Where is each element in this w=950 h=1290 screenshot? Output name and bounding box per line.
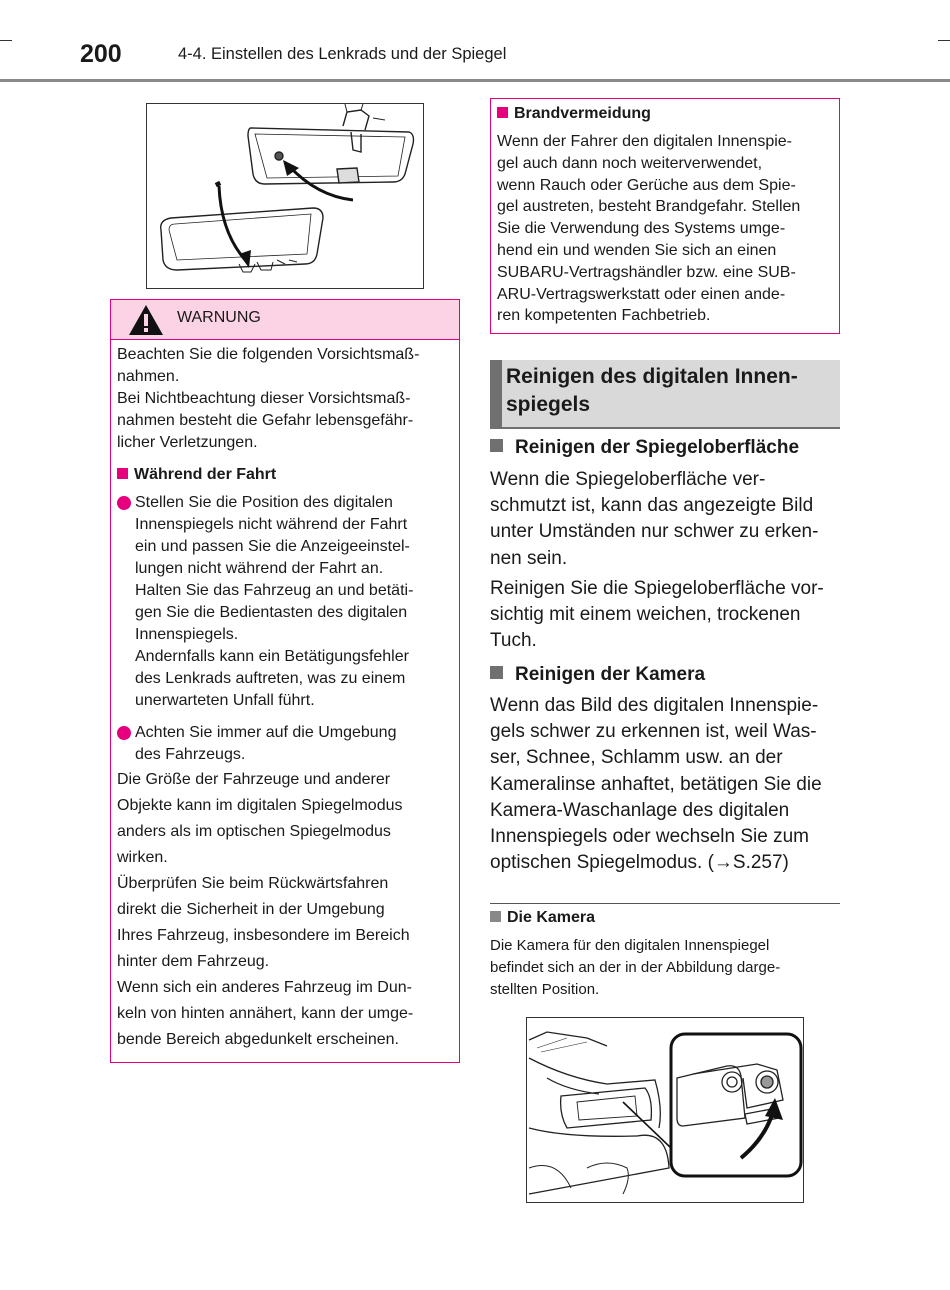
warning-subheading [117, 466, 276, 484]
fire-avoidance-title [497, 105, 651, 123]
warning-intro-line: licher Verletzungen. [117, 434, 258, 451]
warning-tail-line: anders als im optischen Spiegelmodus [117, 823, 391, 840]
warning-tail-line: Die Größe der Fahrzeuge und anderer [117, 771, 391, 788]
warning-tail-line: keln von hinten annähert, kann der umge- [117, 1005, 414, 1022]
mirror-illustration [146, 103, 424, 289]
gray-square-icon [490, 666, 503, 679]
warning-header [111, 300, 459, 340]
warning-tail-line: hinter dem Fahrzeug. [117, 953, 270, 970]
fire-avoidance-text: Wenn der Fahrer den digitalen Innenspie- gel auch dann noch weiterverwendet, wenn Rauch oder Gerüche aus dem Spie- gel austreten, besteht Brandgefahr. Stellen Sie die Verwendung des Systems umge- hend ein und wenden Sie sich an einen SUBARU-Vertragshändler bzw. eine SUB- ARU-Vertragswerkstatt oder einen ande- ren kompetenten Fachbetrieb. [497, 133, 801, 325]
warning-box [110, 299, 460, 1063]
gray-square-icon [490, 911, 501, 922]
camera-drawing [527, 1018, 803, 1202]
warning-intro-line: Beachten Sie die folgenden Vorsichtsmaß- [117, 346, 420, 363]
subheading-text: Reinigen der Kamera [515, 664, 706, 685]
mirror-drawing [147, 104, 423, 288]
warning-triangle-icon [127, 303, 165, 337]
warning-subheading-text: Während der Fahrt [134, 466, 277, 483]
section-heading [490, 360, 840, 429]
pink-bullet-icon [117, 496, 131, 510]
camera-illustration [526, 1017, 804, 1203]
warning-tail-line: Ihres Fahrzeug, insbesondere im Bereich [117, 927, 410, 944]
paragraph: Wenn das Bild des digitalen Innenspie- gels schwer zu erkennen ist, weil Was- ser, Schnee, Schlamm usw. an der Kameralinse anhaftet, betätigen Sie die Kamera-Waschanlage des digitalen Innenspiegels oder wechseln Sie zum optischen Spiegelmodus. (→S.257) [490, 695, 822, 874]
subheading-mirror-surface [490, 437, 799, 459]
subheading-camera [490, 664, 705, 686]
pink-bullet-icon [117, 726, 131, 740]
pink-square-icon [497, 107, 508, 118]
warning-tail-line: Überprüfen Sie beim Rückwärtsfahren [117, 875, 389, 892]
subheading-text: Reinigen der Spiegeloberfläche [515, 437, 800, 458]
pink-square-icon [117, 468, 128, 479]
gray-square-icon [490, 439, 503, 452]
warning-intro-line: Bei Nichtbeachtung dieser Vorsichtsmaß- [117, 390, 411, 407]
note-rule [490, 903, 840, 904]
warning-tail-line: direkt die Sicherheit in der Umgebung [117, 901, 385, 918]
warning-tail-line: bende Bereich abgedunkelt erscheinen. [117, 1031, 399, 1048]
section-heading-title: Reinigen des digitalen Innen- spiegels [506, 365, 798, 416]
note-title-text: Die Kamera [507, 909, 596, 926]
warning-bullet: Stellen Sie die Position des digitalen Innenspiegels nicht während der Fahrt ein und passen Sie die Anzeigeeinstel- lungen nicht während der Fahrt an. Halten Sie das Fahrzeug an und betäti- gen Sie die Bedientasten des digitalen Innenspiegels. Andernfalls kann ein Betätigungsfehler des Lenkrads auftreten, was zu einem unerwarteten Unfall führt. [135, 494, 414, 709]
warning-tail-line: Wenn sich ein anderes Fahrzeug im Dun- [117, 979, 412, 996]
crop-mark-left [0, 40, 12, 41]
note-text: Die Kamera für den digitalen Innenspiegel befindet sich an der in der Abbildung darge- stellten Position. [490, 937, 781, 998]
warning-tail-line: wirken. [117, 849, 168, 866]
note-title [490, 909, 595, 927]
warning-title: WARNUNG [177, 309, 261, 326]
warning-bullet: Achten Sie immer auf die Umgebung des Fahrzeugs. [135, 724, 397, 763]
fire-avoidance-title-text: Brandvermeidung [514, 105, 651, 122]
header-rule [0, 79, 950, 82]
warning-tail-line: Objekte kann im digitalen Spiegelmodus [117, 797, 403, 814]
page-number: 200 [80, 40, 122, 68]
warning-intro-line: nahmen besteht die Gefahr lebensgefähr- [117, 412, 414, 429]
crop-mark-right [938, 40, 950, 41]
fire-avoidance-box [490, 98, 840, 334]
warning-intro-line: nahmen. [117, 368, 180, 385]
section-heading-bar [490, 360, 502, 429]
paragraph: Reinigen Sie die Spiegeloberfläche vor- sichtig mit einem weichen, trockenen Tuch. [490, 578, 824, 652]
paragraph: Wenn die Spiegeloberfläche ver- schmutzt ist, kann das angezeigte Bild unter Umständen nur schwer zu erken- nen sein. [490, 469, 819, 569]
chapter-title: 4-4. Einstellen des Lenkrads und der Spiegel [178, 45, 507, 63]
section-heading-rule [490, 427, 840, 429]
